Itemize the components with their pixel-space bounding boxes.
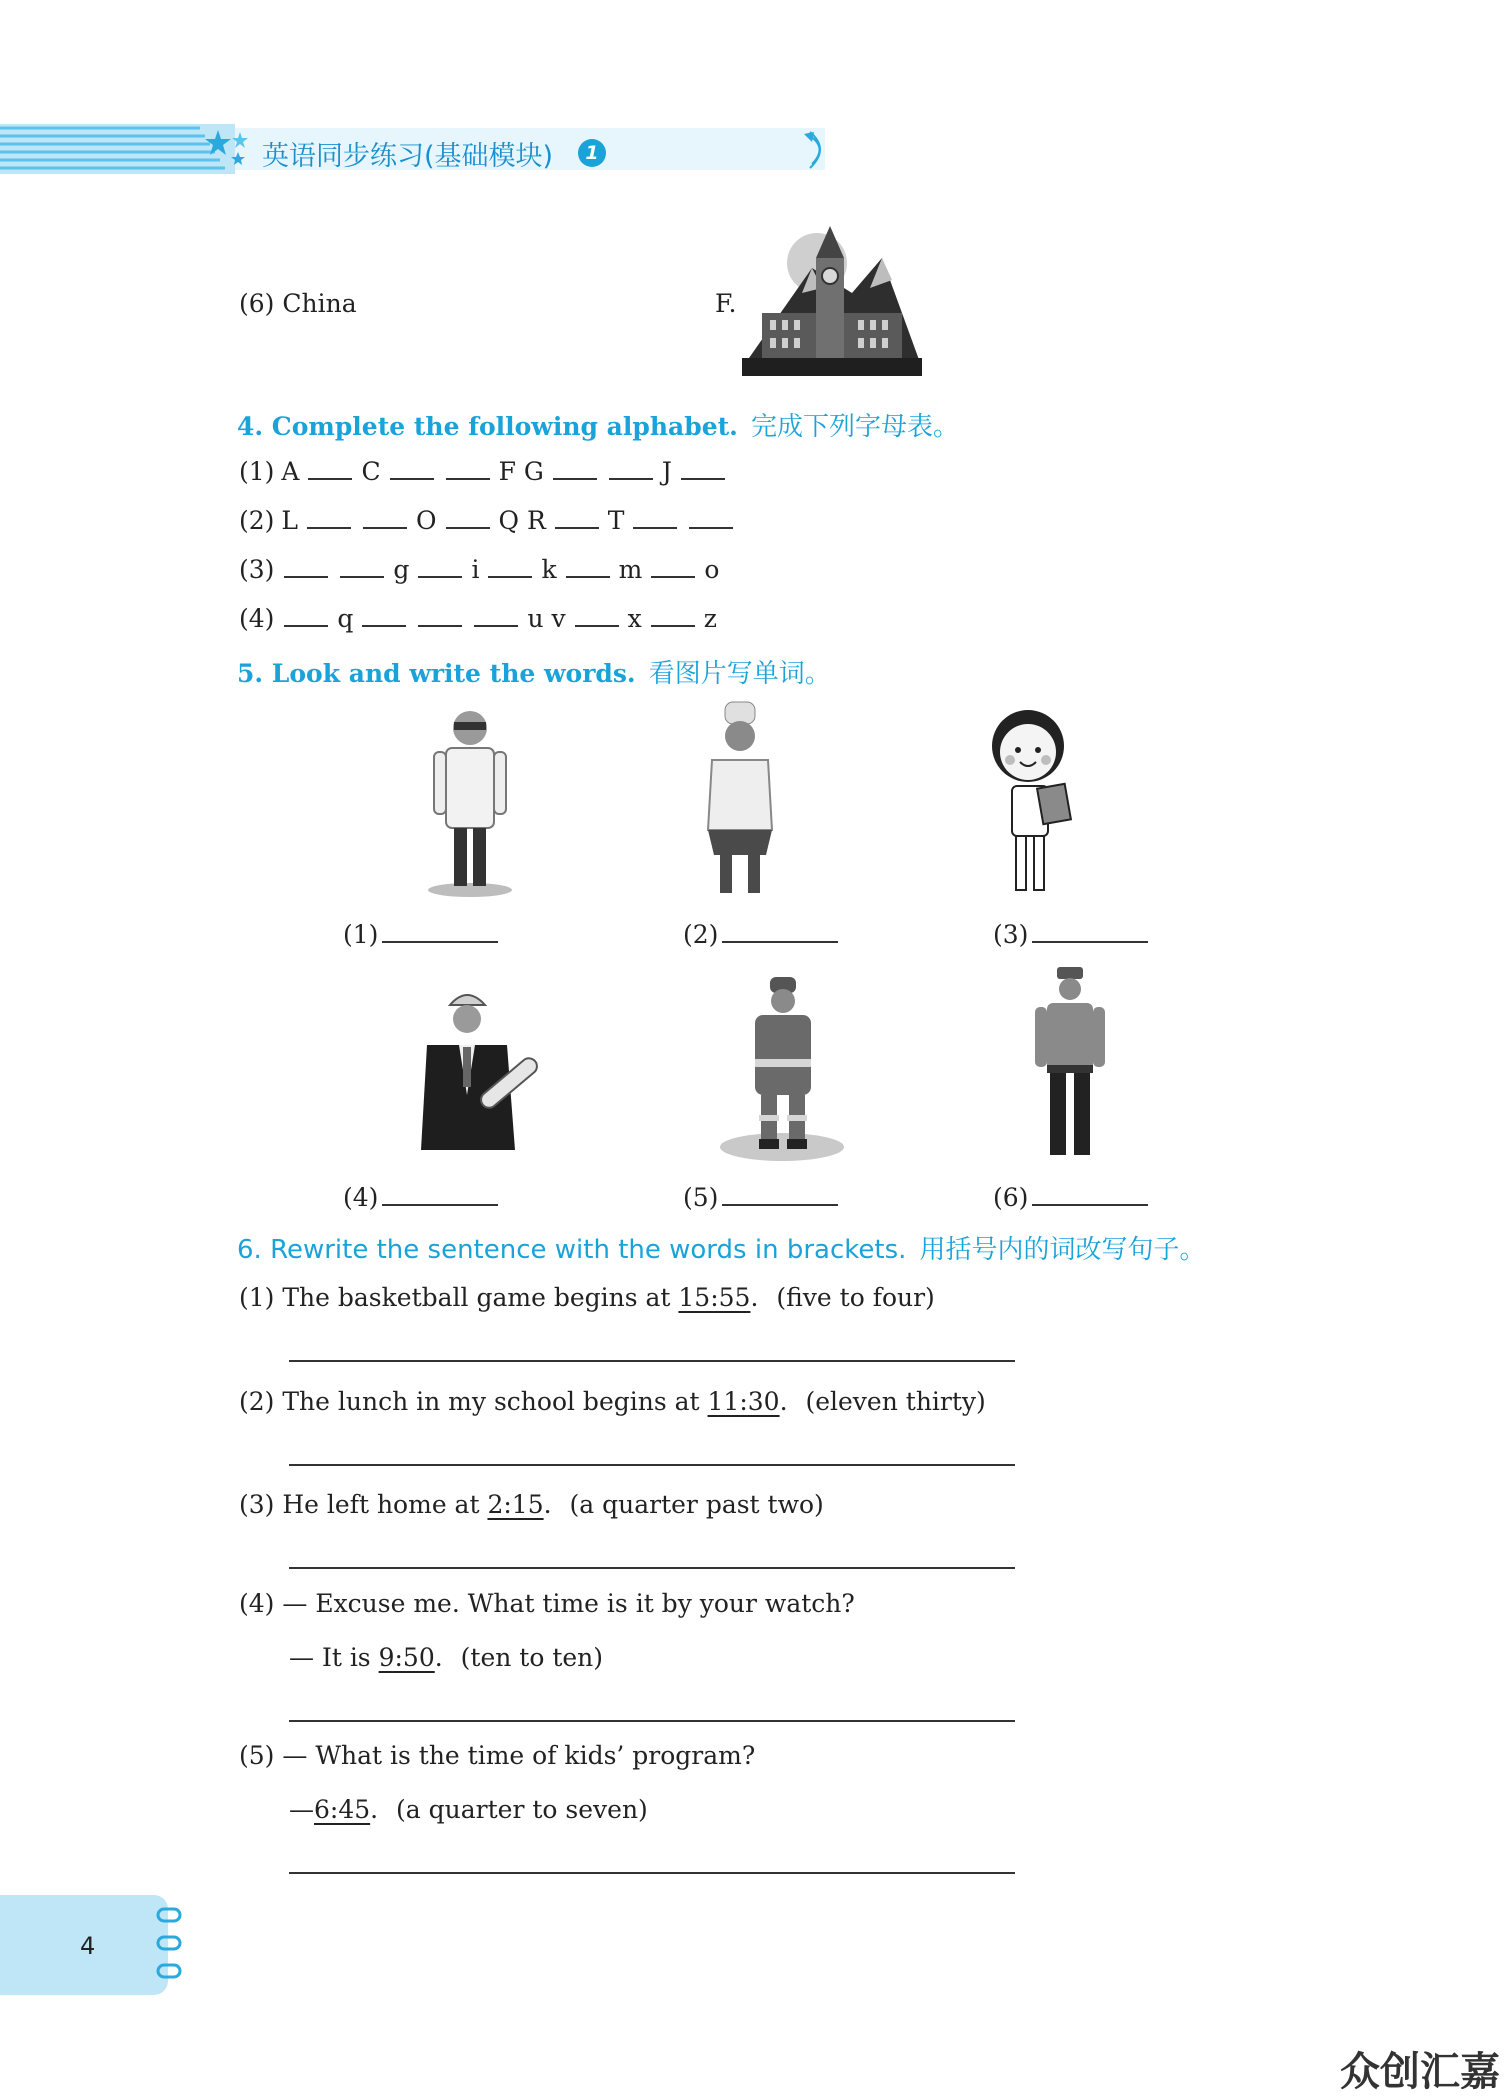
q6-item-5-answer-line[interactable]	[289, 1872, 1015, 1874]
item6-number: (6)	[239, 289, 275, 318]
q6-title-cn: 用括号内的词改写句子。	[919, 1235, 1206, 1265]
alphabet-letter: i	[471, 555, 480, 584]
q6-item-3-period: .	[543, 1490, 552, 1519]
alphabet-blank[interactable]	[284, 603, 328, 627]
alphabet-letter: o	[704, 555, 720, 584]
q6-item-3-answer-line[interactable]	[289, 1567, 1015, 1569]
q6-item-3-hint: (a quarter past two)	[569, 1490, 824, 1519]
alphabet-letter: q	[337, 604, 354, 633]
q6-item-5	[239, 1741, 755, 1771]
alphabet-letter: x	[627, 604, 642, 633]
q6-item-2-number: (2)	[239, 1387, 275, 1416]
q5-item-2-blank[interactable]	[722, 917, 838, 943]
header-title: 英语同步练习(基础模块)	[262, 141, 554, 172]
q4-row-4	[239, 603, 720, 634]
q6-title-en: 6. Rewrite the sentence with the words in brackets.	[237, 1235, 907, 1265]
alphabet-blank[interactable]	[418, 554, 462, 578]
q6-item-5-time: 6:45	[314, 1795, 371, 1824]
q5-item-2	[683, 917, 838, 950]
q6-item-4-period: .	[434, 1643, 443, 1672]
q6-item-1-number: (1)	[239, 1283, 275, 1312]
q4-row-3	[239, 554, 722, 585]
alphabet-blank[interactable]	[553, 456, 597, 480]
alphabet-blank[interactable]	[308, 456, 352, 480]
alphabet-blank[interactable]	[488, 554, 532, 578]
q5-item-4-blank[interactable]	[382, 1180, 498, 1206]
alphabet-letter: A	[281, 457, 300, 486]
q5-item-4	[343, 1180, 498, 1213]
alphabet-blank[interactable]	[340, 554, 384, 578]
alphabet-blank[interactable]	[555, 505, 599, 529]
header-badge: 1	[578, 139, 606, 167]
q5-item-5-number: (5)	[683, 1183, 719, 1212]
alphabet-blank[interactable]	[681, 456, 725, 480]
page-number: 4	[80, 1932, 96, 1960]
item6-row	[239, 289, 357, 319]
alphabet-blank[interactable]	[390, 456, 434, 480]
q6-item-2-hint: (eleven thirty)	[805, 1387, 986, 1416]
engineer-figure	[415, 985, 545, 1160]
q6-item-4-number: (4)	[239, 1589, 275, 1618]
alphabet-blank[interactable]	[307, 505, 351, 529]
alphabet-letter: F G	[498, 457, 544, 486]
q5-title-cn: 看图片写单词。	[648, 659, 831, 689]
alphabet-letter: J	[661, 457, 672, 486]
q6-item-1-period: .	[750, 1283, 759, 1312]
q4-row-1	[239, 456, 731, 487]
alphabet-blank[interactable]	[609, 456, 653, 480]
q6-item-1-text: The basketball game begins at	[282, 1283, 671, 1312]
q6-item-1-hint: (five to four)	[776, 1283, 935, 1312]
firefighter-figure	[715, 975, 850, 1165]
q6-item-3	[239, 1490, 824, 1520]
q6-item-5-line1: — What is the time of kids’ program?	[282, 1741, 756, 1770]
alphabet-blank[interactable]	[689, 505, 733, 529]
q6-item-5-period: .	[370, 1795, 379, 1824]
q5-item-3	[993, 917, 1148, 950]
q4-title-en: 4. Complete the following alphabet.	[237, 412, 738, 441]
q4-title	[237, 406, 959, 443]
q4-title-cn: 完成下列字母表。	[750, 412, 959, 442]
q6-item-4-text: — It is	[289, 1643, 371, 1672]
q6-item-5-number: (5)	[239, 1741, 275, 1770]
q4-row-number: (3)	[239, 555, 275, 584]
alphabet-letter: u v	[527, 604, 566, 633]
alphabet-blank[interactable]	[474, 603, 518, 627]
alphabet-letter: T	[607, 506, 625, 535]
cook-figure	[690, 700, 790, 900]
q6-item-4-hint: (ten to ten)	[460, 1643, 604, 1672]
alphabet-letter: m	[618, 555, 643, 584]
q6-item-2-text: The lunch in my school begins at	[282, 1387, 700, 1416]
alphabet-letter: g	[393, 555, 410, 584]
q6-item-4-line1: — Excuse me. What time is it by your watch?	[282, 1589, 855, 1618]
q6-item-3-number: (3)	[239, 1490, 275, 1519]
q5-item-1	[343, 917, 498, 950]
q6-item-4	[239, 1589, 855, 1619]
alphabet-letter: C	[361, 457, 381, 486]
q6-title	[237, 1229, 1205, 1266]
q5-item-6-blank[interactable]	[1032, 1180, 1148, 1206]
q6-item-5-hint: (a quarter to seven)	[396, 1795, 648, 1824]
alphabet-blank[interactable]	[633, 505, 677, 529]
q4-row-2	[239, 505, 739, 536]
alphabet-blank[interactable]	[362, 603, 406, 627]
q6-item-1-answer-line[interactable]	[289, 1360, 1015, 1362]
q5-item-3-number: (3)	[993, 920, 1029, 949]
q5-item-5	[683, 1180, 838, 1213]
alphabet-letter: k	[541, 555, 557, 584]
alphabet-blank[interactable]	[651, 603, 695, 627]
watermark: 众创汇嘉	[1340, 2049, 1500, 2095]
q6-item-1-time: 15:55	[678, 1283, 751, 1312]
q5-item-3-blank[interactable]	[1032, 917, 1148, 943]
alphabet-blank[interactable]	[284, 554, 328, 578]
q5-item-5-blank[interactable]	[722, 1180, 838, 1206]
alphabet-blank[interactable]	[446, 505, 490, 529]
q5-item-2-number: (2)	[683, 920, 719, 949]
q6-item-2-period: .	[779, 1387, 788, 1416]
alphabet-blank[interactable]	[418, 603, 462, 627]
police-officer-figure	[1025, 965, 1115, 1165]
curved-arrow-icon	[800, 130, 830, 170]
q6-item-2-answer-line[interactable]	[289, 1464, 1015, 1466]
q5-title-en: 5. Look and write the words.	[237, 659, 636, 688]
nurse-figure	[978, 700, 1088, 900]
q6-item-4-line2	[289, 1643, 603, 1673]
q6-item-2-time: 11:30	[707, 1387, 780, 1416]
alphabet-letter: O	[416, 506, 437, 535]
alphabet-blank[interactable]	[363, 505, 407, 529]
alphabet-letter: Q R	[498, 506, 546, 535]
doctor-figure	[420, 700, 520, 900]
alphabet-blank[interactable]	[566, 554, 610, 578]
q4-row-number: (2)	[239, 506, 275, 535]
q6-item-3-time: 2:15	[487, 1490, 544, 1519]
q5-title	[237, 653, 831, 690]
alphabet-blank[interactable]	[575, 603, 619, 627]
q6-item-4-time: 9:50	[378, 1643, 435, 1672]
alphabet-letter: z	[703, 604, 717, 633]
alphabet-letter: L	[281, 506, 299, 535]
q6-item-5-text: —	[289, 1795, 314, 1824]
q4-row-number: (4)	[239, 604, 275, 633]
item6-text: China	[282, 289, 357, 318]
q5-item-1-blank[interactable]	[382, 917, 498, 943]
q5-item-6-number: (6)	[993, 1183, 1029, 1212]
alphabet-blank[interactable]	[446, 456, 490, 480]
big-ben-mountain-image	[742, 218, 922, 383]
q5-item-4-number: (4)	[343, 1183, 379, 1212]
q6-item-3-text: He left home at	[282, 1490, 480, 1519]
binder-rings-icon	[156, 1905, 184, 1985]
q6-item-5-line2	[289, 1795, 648, 1825]
q6-item-4-answer-line[interactable]	[289, 1720, 1015, 1722]
q5-item-6	[993, 1180, 1148, 1213]
q5-item-1-number: (1)	[343, 920, 379, 949]
item6-letter: F.	[715, 289, 737, 318]
alphabet-blank[interactable]	[651, 554, 695, 578]
q6-item-1	[239, 1283, 935, 1313]
q6-item-2	[239, 1387, 986, 1417]
q4-row-number: (1)	[239, 457, 275, 486]
stars-icon	[204, 128, 252, 168]
